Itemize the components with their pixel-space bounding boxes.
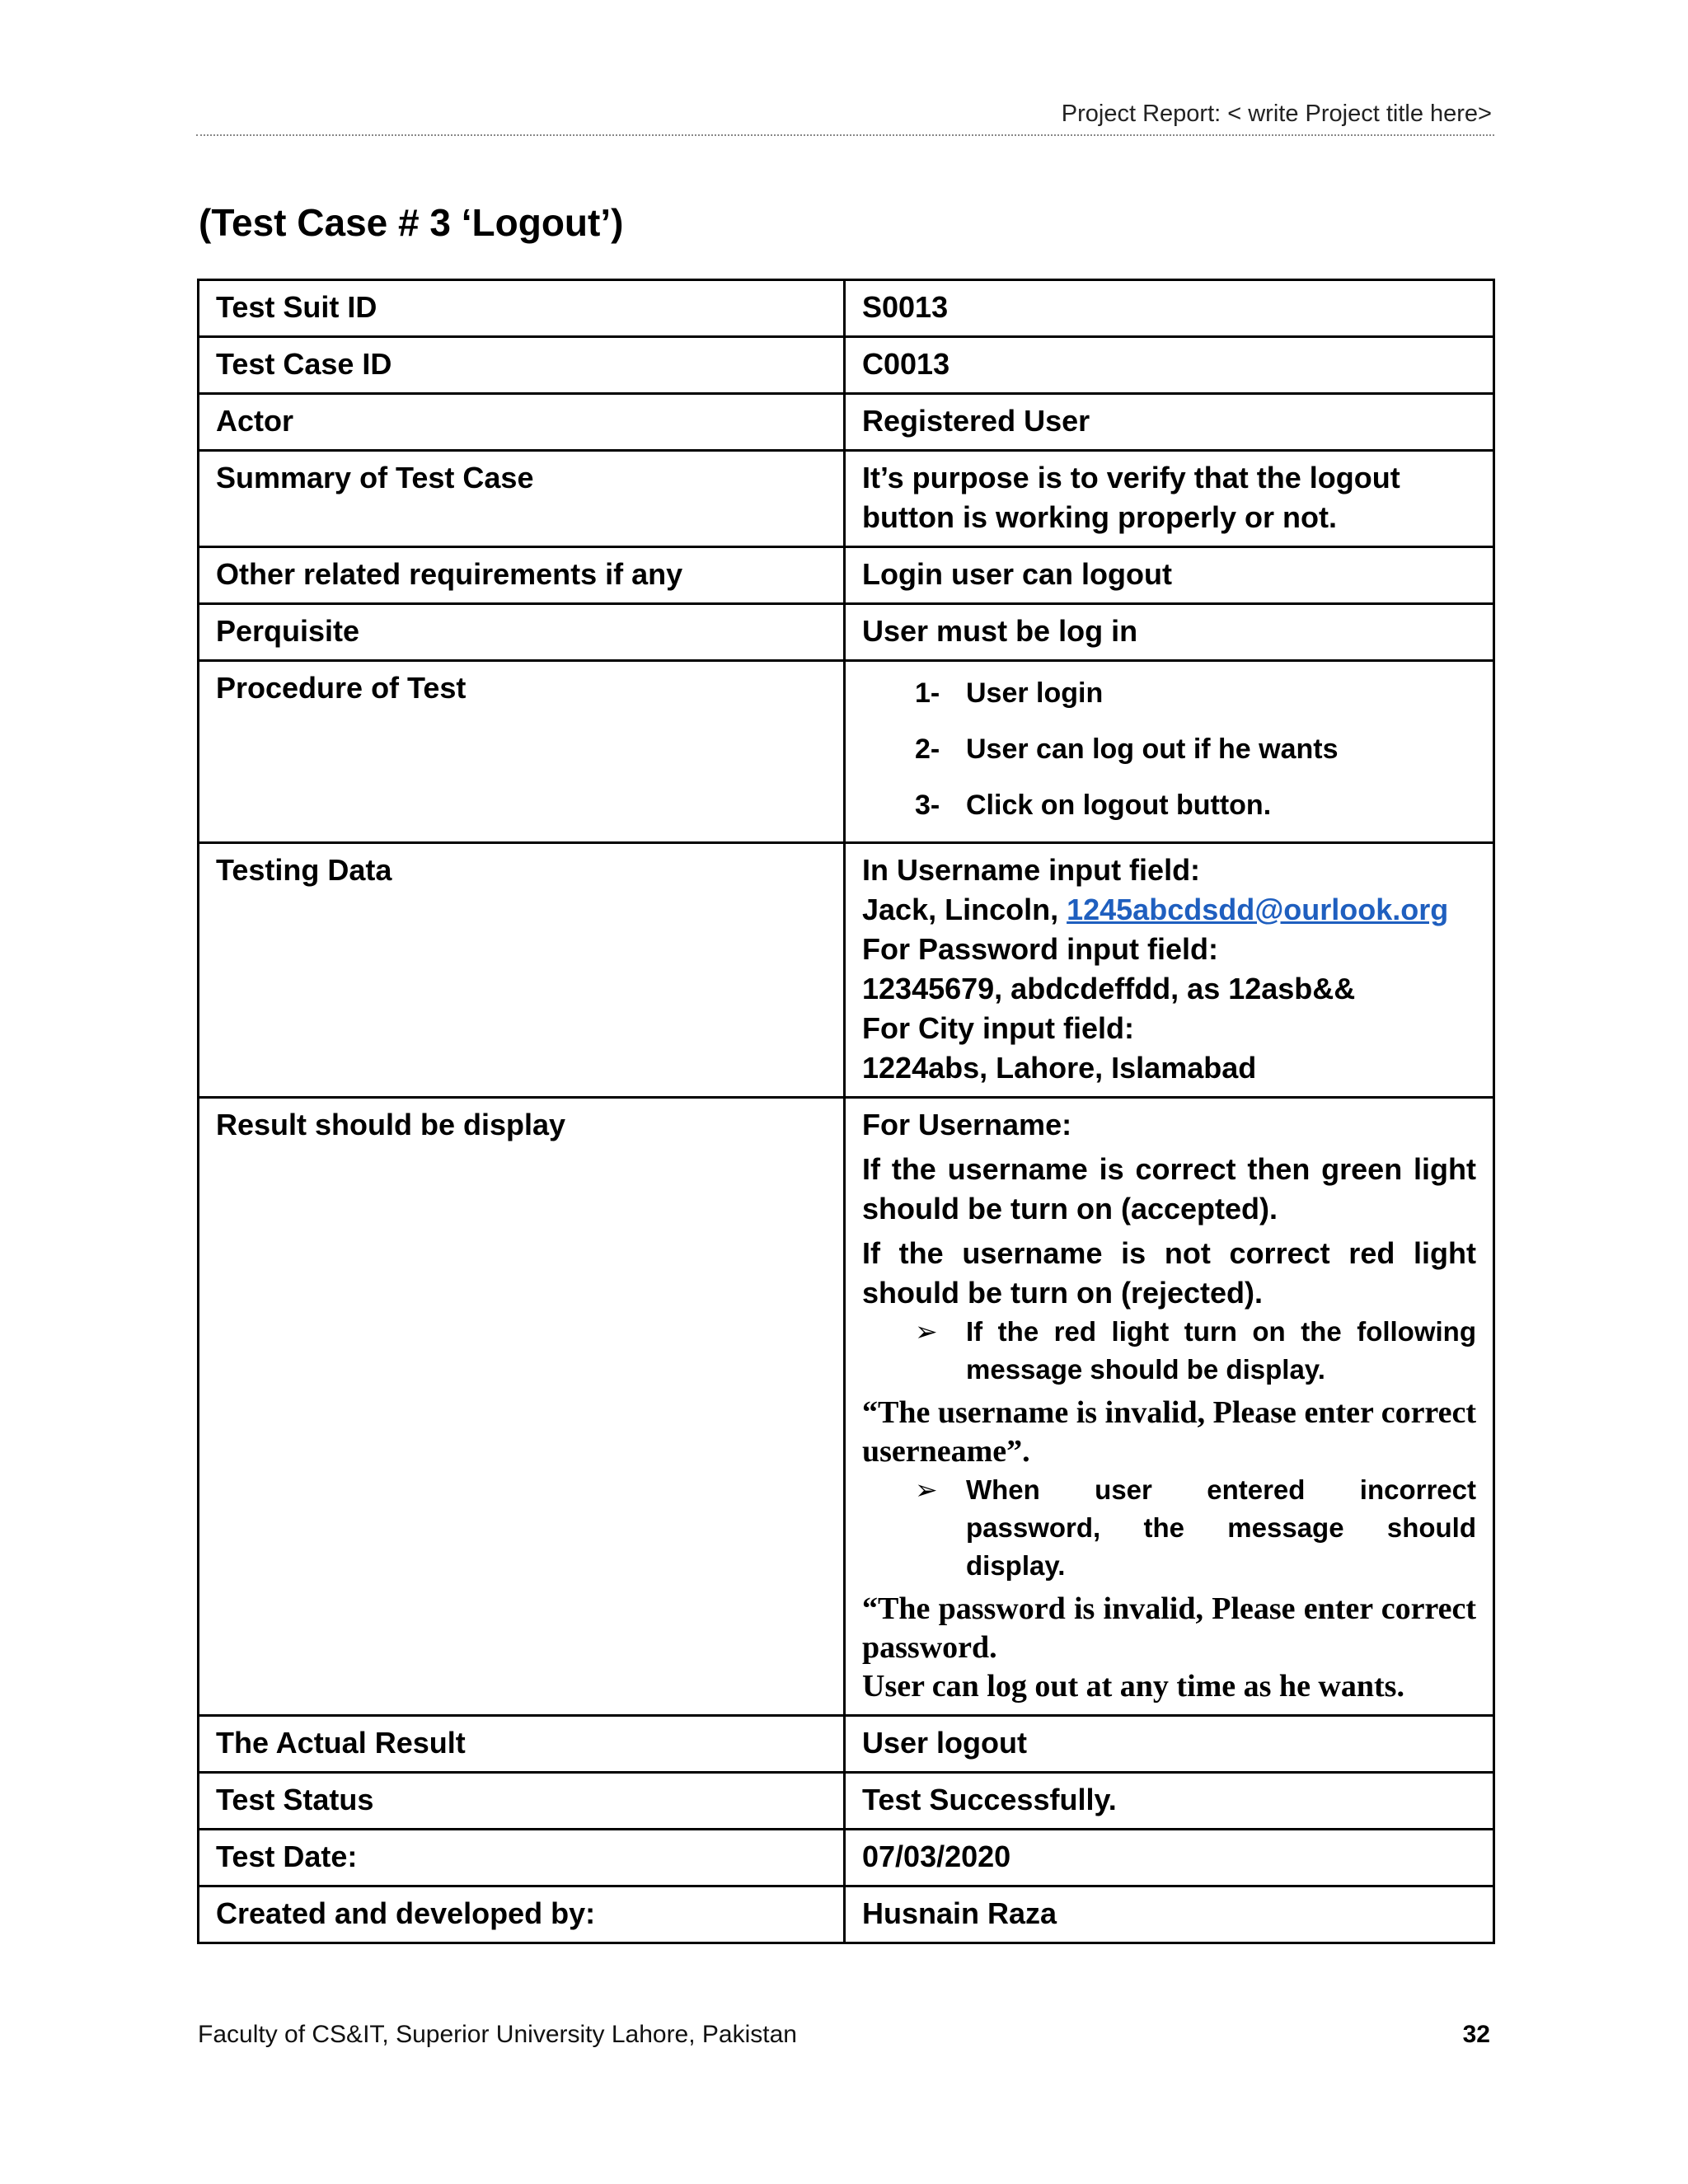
table-row (199, 1098, 1494, 1716)
row-value-actor: Registered User (845, 394, 1494, 451)
row-value-case-id: C0013 (845, 337, 1494, 394)
arrow-bullet-icon: ➢ (915, 1474, 938, 1505)
result-final-text: User can log out at any time as he wants. (862, 1669, 1404, 1704)
list-item (862, 777, 1476, 833)
page-number: 32 (1462, 2021, 1490, 2048)
page-heading: (Test Case # 3 ‘Logout’) (199, 201, 624, 244)
table-row (199, 451, 1494, 547)
table-row (199, 1773, 1494, 1830)
username-values-text: Jack, Lincoln, (862, 893, 1067, 926)
username-values (862, 890, 1476, 930)
list-item (862, 721, 1476, 777)
procedure-steps (862, 665, 1476, 833)
step-number: 2- (915, 733, 940, 765)
test-case-table (197, 279, 1495, 1944)
table-row (199, 1886, 1494, 1943)
result-correct-text: If the username is correct then green light should be turn on (accepted). (862, 1152, 1476, 1226)
row-value-actual: User logout (845, 1716, 1494, 1773)
password-field-label: For Password input field: (862, 932, 1219, 966)
row-label-case-id: Test Case ID (199, 337, 845, 394)
result-bullet-1 (915, 1313, 1476, 1389)
header-title: Project Report: < write Project title here> (1061, 101, 1492, 127)
row-label-status: Test Status (199, 1773, 845, 1830)
row-value-status: Test Successfully. (845, 1773, 1494, 1830)
row-label-actual: The Actual Result (199, 1716, 845, 1773)
username-field-label: In Username input field: (862, 853, 1201, 887)
row-label-created: Created and developed by: (199, 1886, 845, 1943)
row-label-result: Result should be display (199, 1098, 845, 1716)
result-username-heading: For Username: (862, 1108, 1072, 1141)
result-bullet-2 (915, 1471, 1476, 1585)
password-values: 12345679, abdcdeffdd, as 12asb&& (862, 972, 1356, 1005)
row-label-procedure: Procedure of Test (199, 661, 845, 843)
result-quote-1: “The username is invalid, Please enter correct userneame”. (862, 1395, 1476, 1469)
step-text: User can log out if he wants (966, 733, 1339, 765)
table-row (199, 843, 1494, 1098)
table-row (199, 280, 1494, 337)
row-label-perquisite: Perquisite (199, 604, 845, 661)
table-row (199, 394, 1494, 451)
row-value-summary: It’s purpose is to verify that the logout button is working properly or not. (845, 451, 1494, 547)
step-number: 1- (915, 677, 940, 709)
table-row (199, 337, 1494, 394)
row-value-related: Login user can logout (845, 547, 1494, 604)
city-field-label: For City input field: (862, 1011, 1134, 1045)
result-incorrect-text: If the username is not correct red light should be turn on (rejected). (862, 1236, 1476, 1310)
row-value-procedure (845, 661, 1494, 843)
table-row (199, 661, 1494, 843)
arrow-bullet-icon: ➢ (915, 1316, 938, 1347)
row-label-date: Test Date: (199, 1830, 845, 1886)
row-value-suit-id: S0013 (845, 280, 1494, 337)
step-text: Click on logout button. (966, 790, 1272, 821)
row-label-suit-id: Test Suit ID (199, 280, 845, 337)
header-divider (196, 134, 1494, 136)
row-value-date: 07/03/2020 (845, 1830, 1494, 1886)
bullet-text: If the red light turn on the following message should be display. (966, 1316, 1476, 1385)
table-row (199, 1830, 1494, 1886)
bullet-text: When user entered incorrect password, the message should display. (966, 1474, 1476, 1581)
step-text: User login (966, 677, 1104, 709)
table-row (199, 547, 1494, 604)
table-row (199, 604, 1494, 661)
step-number: 3- (915, 790, 940, 821)
row-value-result (845, 1098, 1494, 1716)
city-values: 1224abs, Lahore, Islamabad (862, 1051, 1257, 1085)
row-label-summary: Summary of Test Case (199, 451, 845, 547)
row-label-actor: Actor (199, 394, 845, 451)
row-value-created: Husnain Raza (845, 1886, 1494, 1943)
row-value-testing-data (845, 843, 1494, 1098)
email-link[interactable]: 1245abcdsdd@ourlook.org (1067, 893, 1449, 926)
row-label-related: Other related requirements if any (199, 547, 845, 604)
list-item (862, 665, 1476, 721)
footer-institution: Faculty of CS&IT, Superior University Lahore, Pakistan (198, 2021, 797, 2048)
table-row (199, 1716, 1494, 1773)
row-label-testing-data: Testing Data (199, 843, 845, 1098)
result-quote-2: “The password is invalid, Please enter correct password. (862, 1591, 1476, 1665)
row-value-perquisite: User must be log in (845, 604, 1494, 661)
